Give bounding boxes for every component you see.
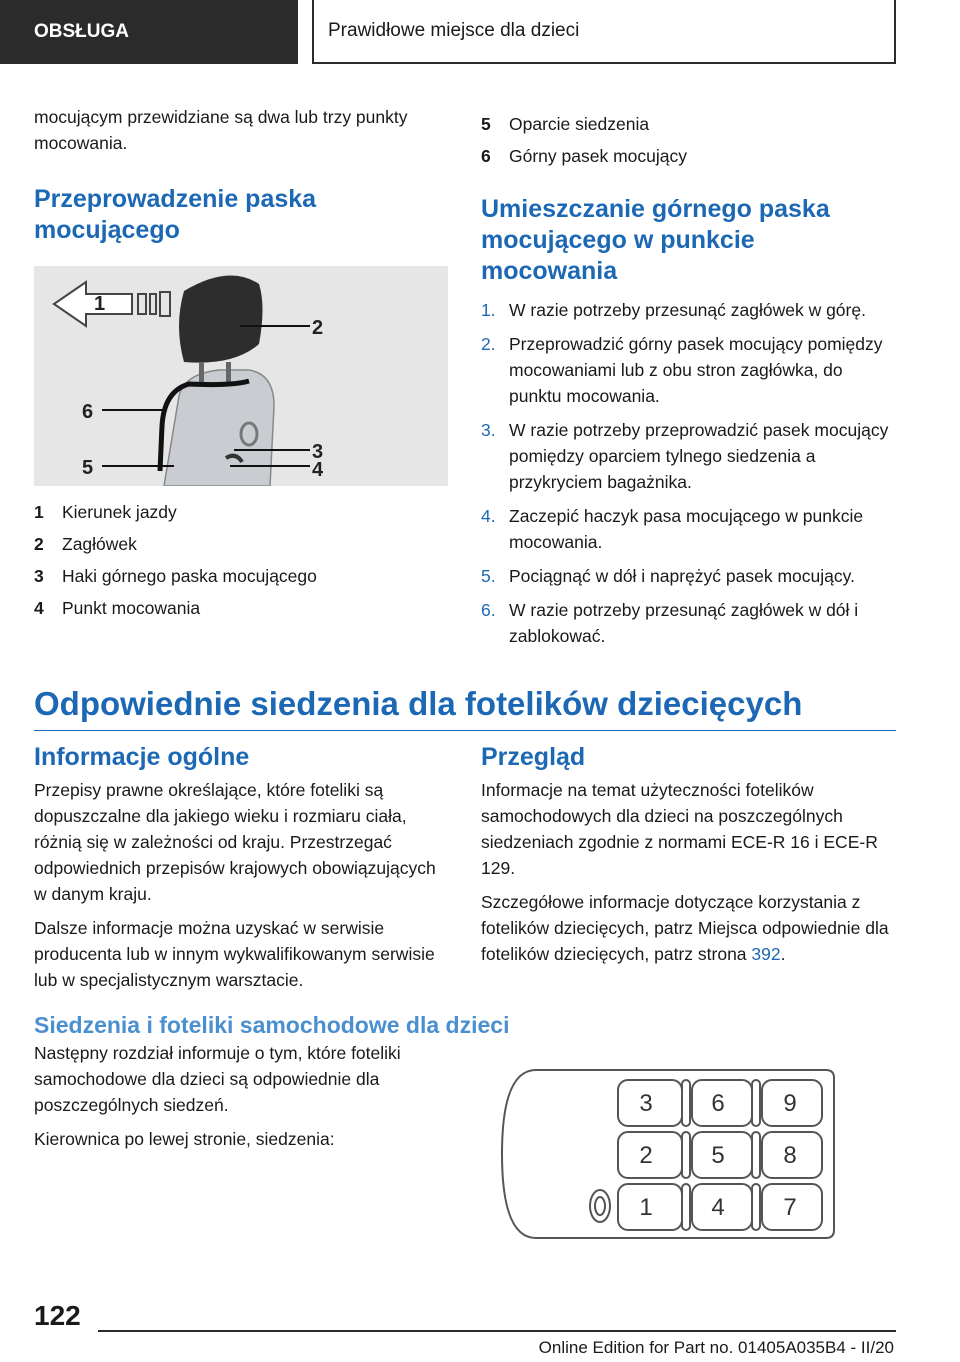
legend-item	[34, 592, 448, 624]
general-info-paragraph-2: Dalsze informacje można uzyskać w serwisie producenta lub w innym wykwalifikowanym serwisie lub w specjalistycznym warsztacie.	[34, 918, 435, 990]
main-section-heading: Odpowiednie siedzenia dla fotelików dziecięcych	[34, 684, 896, 731]
overview-section	[481, 742, 896, 975]
step-text: W razie potrzeby przesunąć zagłówek w dół i zablokować.	[509, 600, 859, 646]
legend-number: 5	[481, 114, 491, 134]
step-item	[481, 331, 896, 409]
legend-item	[34, 528, 448, 560]
step-number: 2.	[481, 334, 496, 354]
seat-number: 8	[783, 1142, 797, 1169]
legend-number: 3	[34, 566, 44, 586]
legend-text: Kierunek jazdy	[62, 502, 177, 522]
legend-number: 6	[481, 146, 491, 166]
seat-number: 3	[639, 1090, 653, 1117]
legend-text: Zagłówek	[62, 534, 137, 554]
seats-heading: Siedzenia i foteliki samochodowe dla dzieci	[34, 1012, 510, 1038]
step-text: Pociągnąć w dół i naprężyć pasek mocujący.	[509, 566, 855, 586]
step-text: Zaczepić haczyk pasa mocującego w punkcie mocowania.	[509, 506, 864, 552]
intro-paragraph: mocującym przewidziane są dwa lub trzy punkty mocowania.	[34, 107, 408, 153]
headrest-tether-figure	[34, 266, 448, 486]
legend-number: 2	[34, 534, 44, 554]
legend-item	[34, 560, 448, 592]
overview-text: Szczegółowe informacje dotyczące korzystania z fotelików dziecięcych, patrz Miejsca odpowiednie dla fotelików dziecięcych, patrz strona	[481, 892, 889, 964]
seats-section	[34, 1040, 448, 1160]
legend-item	[481, 140, 896, 172]
step-item	[481, 503, 896, 555]
step-item	[481, 417, 896, 495]
legend-item	[481, 108, 896, 140]
fig-label-5: 5	[82, 457, 94, 479]
footer-divider	[98, 1330, 896, 1332]
seats-paragraph-1: Następny rozdział informuje o tym, które foteliki samochodowe dla dzieci są odpowiednie dla poszczególnych siedzeń.	[34, 1043, 401, 1115]
fig-label-3: 3	[312, 441, 324, 463]
step-text: W razie potrzeby przeprowadzić pasek mocujący pomiędzy oparciem tylnego siedzenia a przykryciem bagażnika.	[509, 420, 889, 492]
fig-label-6: 6	[82, 401, 94, 423]
legend-item	[34, 496, 448, 528]
legend-number: 1	[34, 502, 44, 522]
section-tab	[0, 0, 298, 64]
general-info-heading: Informacje ogólne	[34, 743, 250, 771]
overview-paragraph-2	[481, 889, 896, 967]
step-item	[481, 297, 896, 323]
seat-layout-diagram	[496, 1066, 838, 1242]
step-item	[481, 597, 896, 649]
seat-number: 4	[711, 1194, 725, 1221]
fig-label-4: 4	[312, 459, 324, 481]
step-number: 6.	[481, 600, 496, 620]
step-text: Przeprowadzić górny pasek mocujący pomiędzy mocowaniami lub z obu stron zagłówka, do punktu mocowania.	[509, 334, 883, 406]
seat-number: 7	[783, 1194, 797, 1221]
step-number: 1.	[481, 300, 496, 320]
step-number: 5.	[481, 566, 496, 586]
instruction-steps	[481, 297, 896, 649]
right-column-top	[481, 108, 896, 657]
seat-number: 6	[711, 1090, 725, 1117]
seat-number: 2	[639, 1142, 653, 1169]
legend-number: 4	[34, 598, 44, 618]
step-number: 4.	[481, 506, 496, 526]
seat-number: 9	[783, 1090, 797, 1117]
chapter-header	[312, 0, 896, 64]
fig-label-1: 1	[94, 293, 106, 315]
seat-number: 1	[639, 1194, 653, 1221]
overview-paragraph-1: Informacje na temat użyteczności fotelików samochodowych dla dzieci na poszczególnych siedzeniach zgodnie z normami ECE-R 16 i ECE-R 129.	[481, 780, 878, 878]
step-item	[481, 563, 896, 589]
overview-text-end: .	[780, 944, 786, 964]
legend-text: Górny pasek mocujący	[509, 146, 687, 166]
left-column-top	[34, 104, 448, 246]
seat-number: 5	[711, 1142, 725, 1169]
step-number: 3.	[481, 420, 496, 440]
section-label: OBSŁUGA	[34, 21, 129, 42]
page-number: 122	[34, 1300, 81, 1331]
legend-text: Punkt mocowania	[62, 598, 201, 618]
fig-label-2: 2	[312, 317, 324, 339]
overview-heading: Przegląd	[481, 743, 586, 771]
chapter-title: Prawidłowe miejsce dla dzieci	[328, 20, 580, 41]
seats-paragraph-2: Kierownica po lewej stronie, siedzenia:	[34, 1129, 335, 1149]
edition-footer: Online Edition for Part no. 01405A035B4 - II/20	[538, 1338, 894, 1357]
legend-text: Oparcie siedzenia	[509, 114, 650, 134]
tether-anchor-heading: Umieszczanie górnego paska mocującego w punkcie mocowania	[481, 195, 830, 285]
step-text: W razie potrzeby przesunąć zagłówek w górę.	[509, 300, 866, 320]
figure-legend-left	[34, 496, 448, 624]
tether-routing-heading: Przeprowadzenie paska mocującego	[34, 185, 317, 244]
page-link-392[interactable]: 392	[751, 944, 781, 964]
legend-text: Haki górnego paska mocującego	[62, 566, 317, 586]
general-info-section	[34, 742, 448, 1001]
general-info-paragraph-1: Przepisy prawne określające, które foteliki są dopuszczalne dla jakiego wieku i rozmiaru ciała, różnią się w zależności od kraju. Przestrzegać odpowiednich przepisów krajowych obowiązujących w danym kraju.	[34, 780, 436, 904]
